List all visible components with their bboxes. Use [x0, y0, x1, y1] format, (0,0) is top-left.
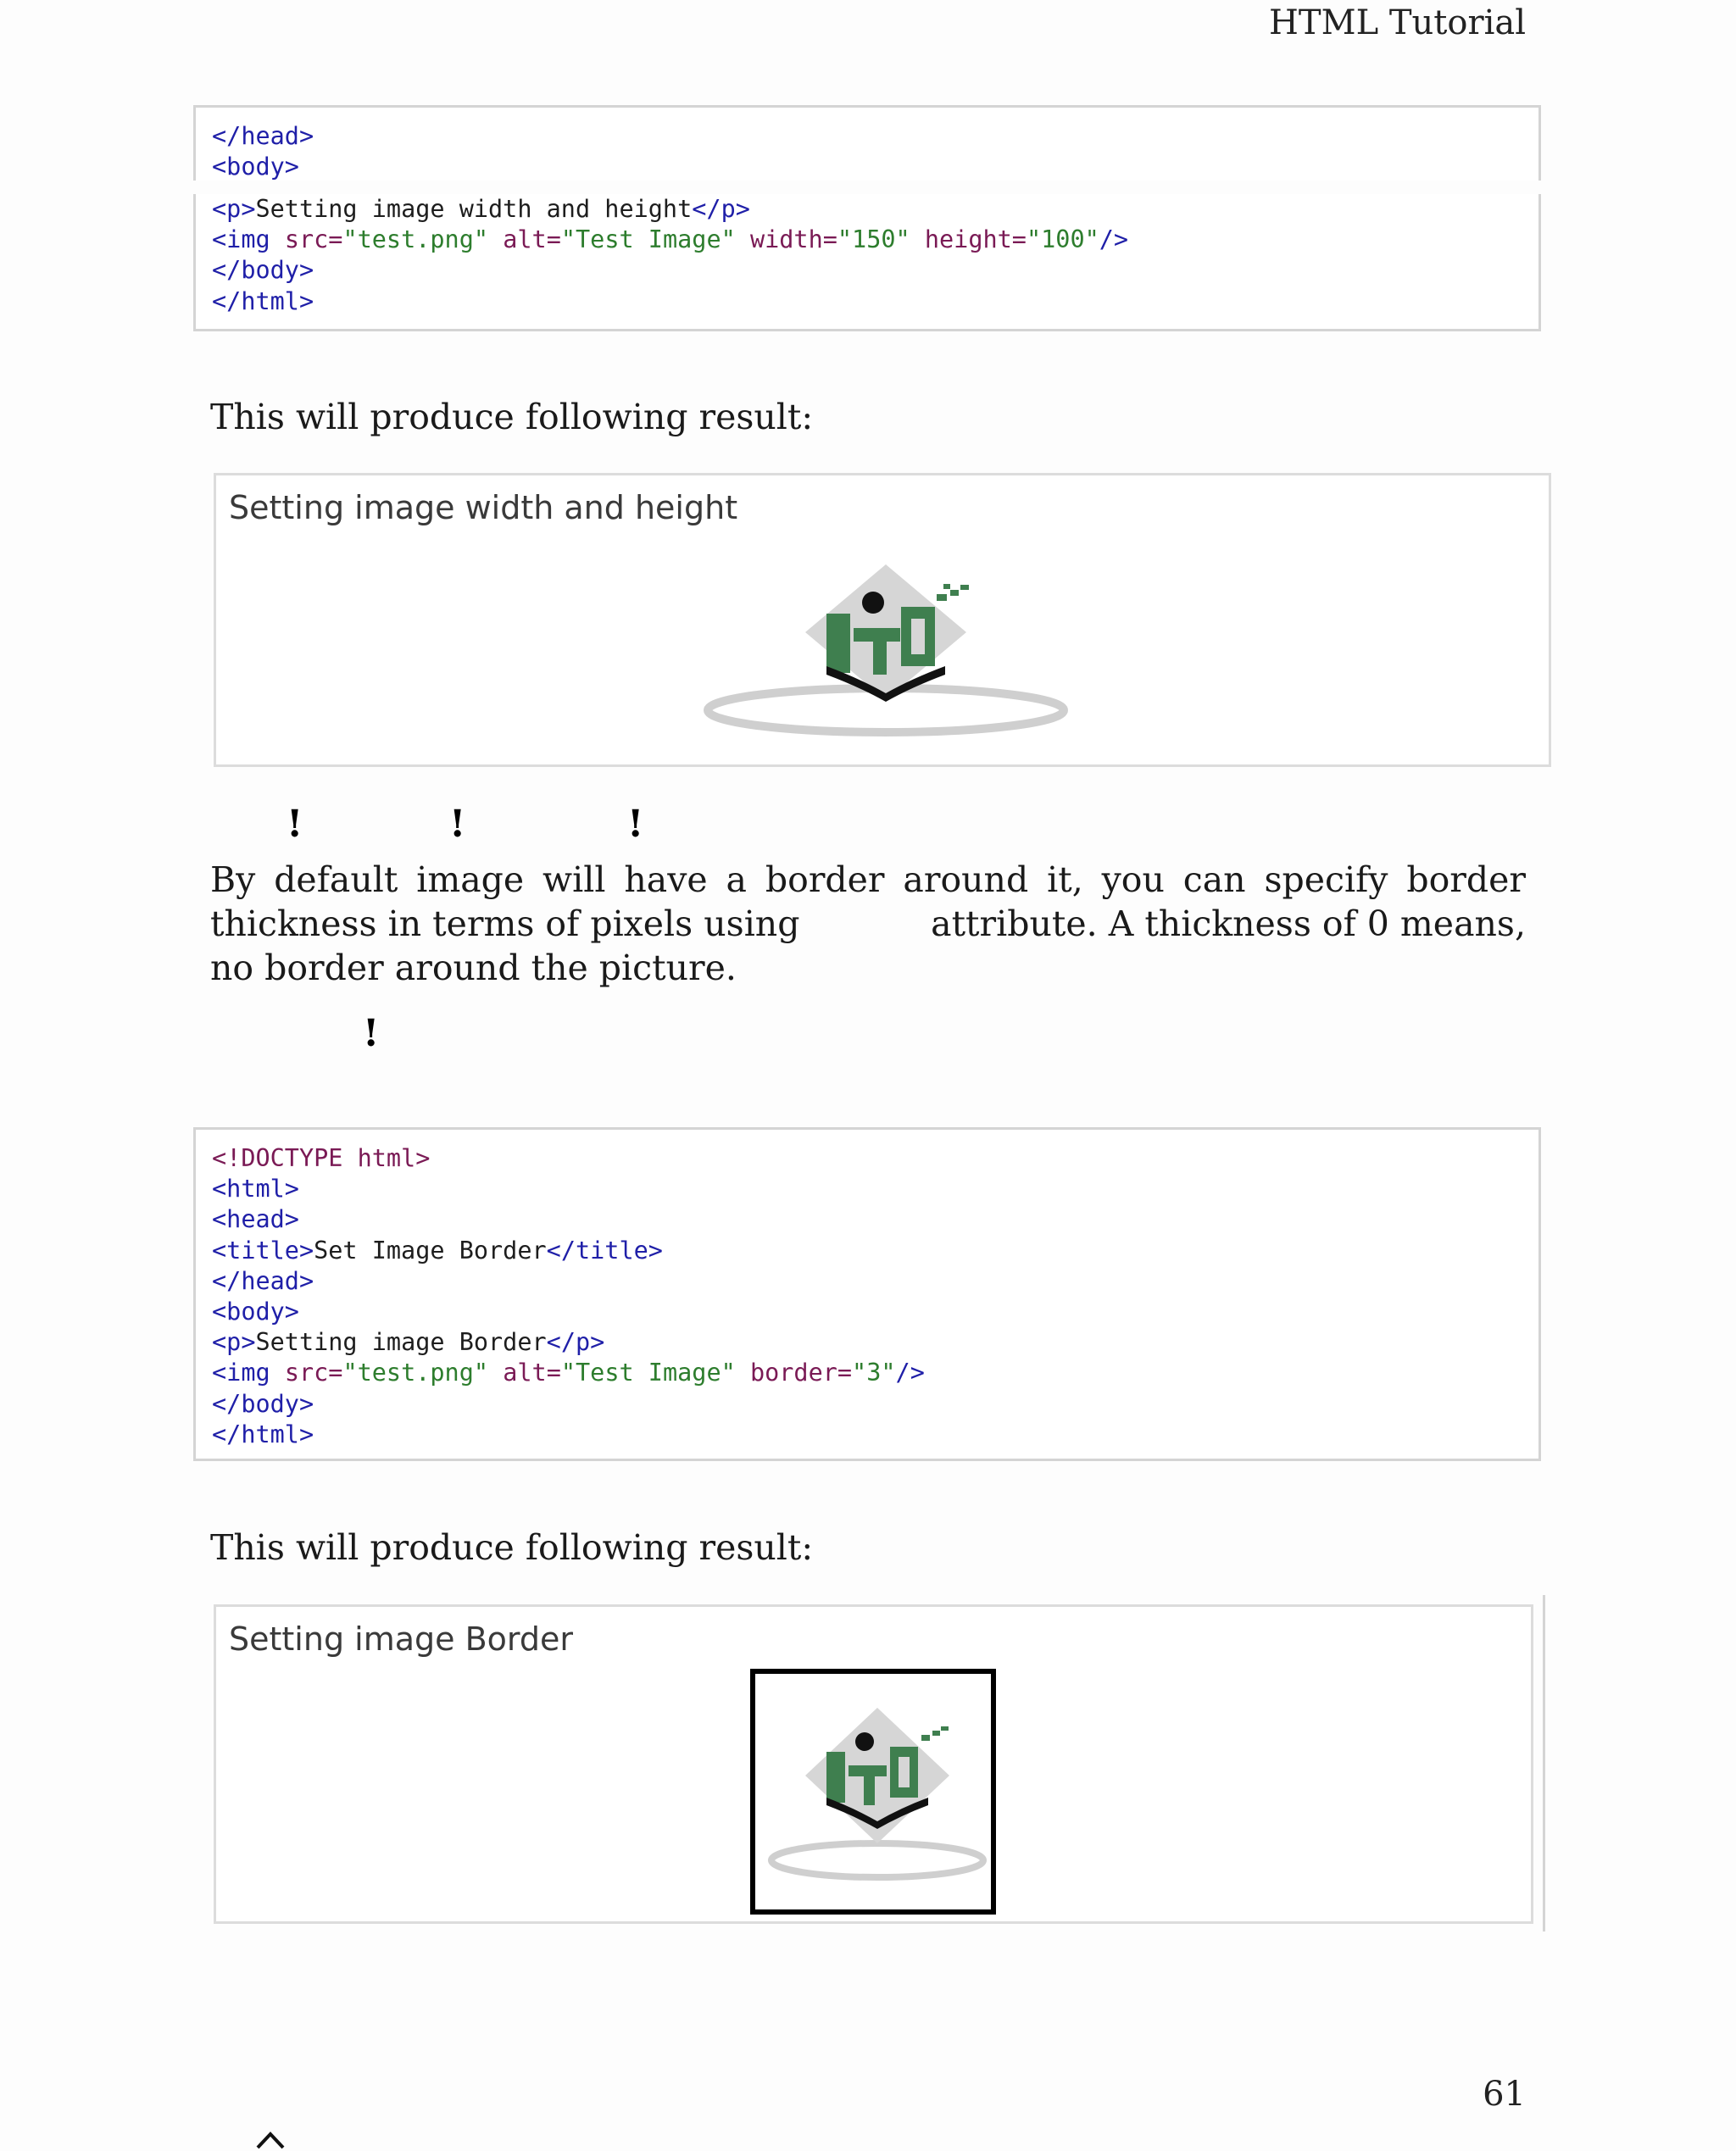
- code-line: </html>: [212, 286, 314, 315]
- border-paragraph-line-2b: attribute. A thickness of 0 means,: [931, 903, 1526, 944]
- code-line: <html>: [212, 1175, 299, 1203]
- mark: !: [627, 803, 644, 846]
- tutorialspoint-logo-icon: [699, 556, 1072, 742]
- code-line-title: <title>Set Image Border</title>: [212, 1236, 663, 1264]
- bordered-image: [750, 1669, 996, 1915]
- page-header-title: HTML Tutorial: [1269, 3, 1526, 42]
- code-line: </html>: [212, 1420, 314, 1448]
- code-line: </body>: [212, 256, 314, 285]
- example-mark: !: [363, 1012, 380, 1055]
- border-paragraph-line-3: no border around the picture.: [210, 948, 737, 988]
- divider: [1543, 1595, 1545, 1931]
- caret-up-icon: [256, 2122, 285, 2151]
- page-number: 61: [1483, 2075, 1526, 2114]
- code-line: <body>: [212, 153, 299, 181]
- result-caption: Setting image Border: [229, 1620, 573, 1658]
- result-box-2: [214, 1604, 1533, 1924]
- mark: !: [287, 803, 303, 846]
- code-line: <head>: [212, 1205, 299, 1234]
- code-block-1-top: [193, 105, 1541, 181]
- result-intro-text: This will produce following result:: [210, 1527, 814, 1568]
- code-lines: [196, 108, 1538, 182]
- code-block-2: [193, 1127, 1541, 1461]
- border-paragraph-line-1: By default image will have a border around it, you can specify border: [210, 859, 1526, 900]
- code-line: </head>: [212, 122, 314, 150]
- tutorialspoint-logo-icon: [759, 1691, 988, 1894]
- code-line-p: <p>Setting image width and height</p>: [212, 195, 750, 223]
- result-box-1: [214, 473, 1551, 767]
- result-intro-text: This will produce following result:: [210, 397, 814, 437]
- code-line-img: <img src="test.png" alt="Test Image" width="150" height="100"/>: [212, 225, 1129, 254]
- code-line-img: <img src="test.png" alt="Test Image" border="3"/>: [212, 1359, 925, 1387]
- code-block-1-bottom: [193, 194, 1541, 331]
- code-line: </body>: [212, 1389, 314, 1418]
- code-line: </head>: [212, 1266, 314, 1295]
- code-lines: [196, 194, 1538, 317]
- code-lines: [196, 1130, 1538, 1450]
- mark: !: [449, 803, 466, 846]
- result-caption: Setting image width and height: [229, 489, 738, 526]
- code-line: <body>: [212, 1298, 299, 1326]
- border-paragraph-line-2a: thickness in terms of pixels using: [210, 903, 800, 944]
- code-line: <!DOCTYPE html>: [212, 1144, 431, 1172]
- code-line-p: <p>Setting image Border</p>: [212, 1328, 605, 1357]
